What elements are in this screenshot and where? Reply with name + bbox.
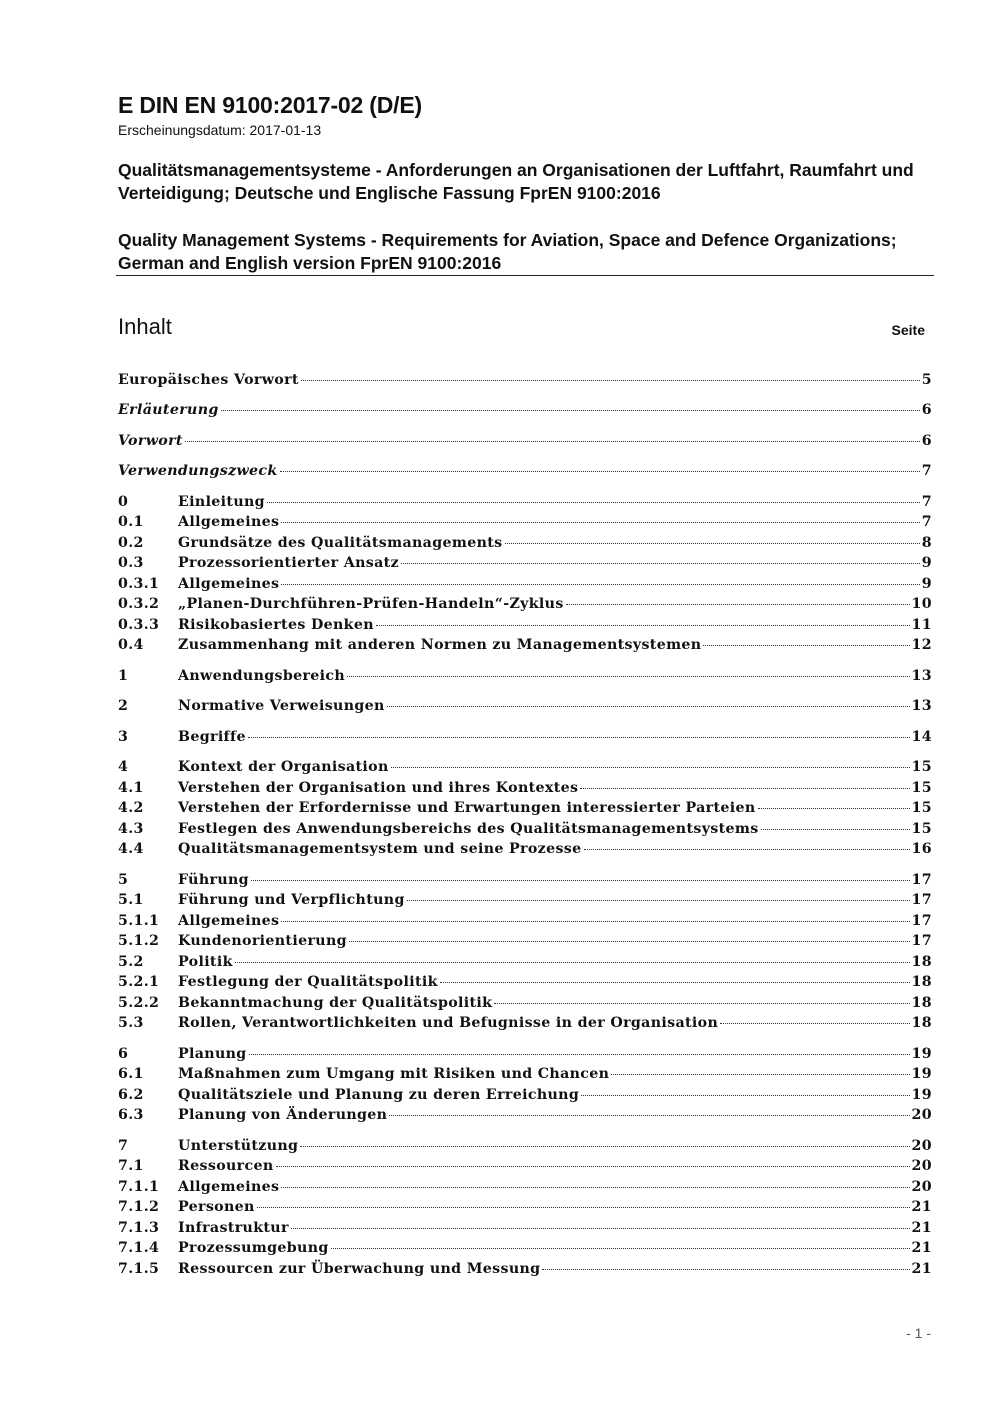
toc-entry-number: 7 (118, 1138, 129, 1154)
toc-dot-leader (257, 1207, 910, 1208)
toc-entry-number: 6.3 (118, 1107, 144, 1123)
toc-entry[interactable] (118, 892, 932, 912)
toc-entry[interactable] (118, 637, 932, 657)
toc-entry-number: 6.1 (118, 1066, 144, 1082)
toc-entry-page: 9 (921, 555, 932, 571)
toc-entry[interactable] (118, 729, 932, 749)
toc-entry-page: 17 (911, 892, 932, 908)
toc-entry-page: 18 (911, 974, 932, 990)
toc-entry-title: Risikobasiertes Denken (178, 617, 374, 633)
toc-dot-leader (376, 625, 910, 626)
toc-dot-leader (267, 502, 920, 503)
toc-entry-number: 0.3.1 (118, 576, 160, 592)
toc-dot-leader (542, 1269, 909, 1270)
toc-entry-page: 15 (911, 800, 932, 816)
toc-dot-leader (387, 706, 910, 707)
toc-dot-leader (185, 441, 920, 442)
toc-entry-number: 4 (118, 759, 129, 775)
toc-dot-leader (281, 584, 919, 585)
toc-entry[interactable] (118, 995, 932, 1015)
toc-entry-title: Allgemeines (178, 576, 280, 592)
toc-dot-leader (401, 563, 920, 564)
toc-entry-page: 8 (921, 535, 932, 551)
toc-entry-number: 4.4 (118, 841, 144, 857)
toc-entry-page: 17 (911, 933, 932, 949)
toc-entry-number: 5.2.1 (118, 974, 160, 990)
toc-dot-leader (291, 1228, 910, 1229)
toc-dot-leader (301, 380, 920, 381)
toc-entry-title: Bekanntmachung der Qualitätspolitik (178, 995, 493, 1011)
toc-entry-page: 15 (911, 780, 932, 796)
toc-dot-leader (221, 410, 920, 411)
toc-entry-number: 5 (118, 872, 129, 888)
toc-entry-page: 20 (911, 1179, 932, 1195)
toc-entry-number: 0.2 (118, 535, 144, 551)
toc-dot-leader (349, 941, 910, 942)
toc-entry-title: Infrastruktur (178, 1220, 289, 1236)
toc-entry-number: 5.1.1 (118, 913, 160, 929)
toc-entry-page: 16 (911, 841, 932, 857)
toc-entry-title: Vorwort (118, 433, 183, 449)
toc-entry[interactable] (118, 617, 932, 637)
title-german: Qualitätsmanagementsysteme - Anforderungen an Organisationen der Luftfahrt, Raumfahrt und Verteidigung; Deutsche und Englische Fassung FprEN 9100:2016 (118, 160, 914, 203)
toc-entry-number: 7.1.5 (118, 1261, 160, 1277)
publication-date: Erscheinungsdatum: 2017-01-13 (118, 122, 322, 138)
toc-dot-leader (281, 1187, 909, 1188)
toc-dot-leader (300, 1146, 909, 1147)
toc-entry-page: 18 (911, 954, 932, 970)
toc-entry-title: Verwendungszweck (118, 463, 278, 479)
toc-entry-page: 21 (911, 1261, 932, 1277)
toc-entry-page: 18 (911, 1015, 932, 1031)
toc-dot-leader (391, 767, 910, 768)
toc-dot-leader (580, 788, 909, 789)
toc-entry-number: 4.2 (118, 800, 144, 816)
toc-entry-number: 7.1.4 (118, 1240, 160, 1256)
toc-dot-leader (331, 1248, 910, 1249)
toc-entry-number: 7.1.3 (118, 1220, 160, 1236)
toc-entry-page: 20 (911, 1107, 932, 1123)
toc-dot-leader (584, 849, 910, 850)
toc-entry-number: 0.4 (118, 637, 144, 653)
toc-entry[interactable] (118, 535, 932, 555)
toc-entry-page: 14 (911, 729, 932, 745)
toc-entry-page: 21 (911, 1199, 932, 1215)
toc-entry-number: 5.1 (118, 892, 144, 908)
toc-entry-title: Unterstützung (178, 1138, 299, 1154)
toc-entry-title: „Planen-Durchführen-Prüfen-Handeln“-Zyklus (178, 596, 564, 612)
toc-dot-leader (566, 604, 910, 605)
toc-entry-number: 0.3 (118, 555, 144, 571)
toc-entry[interactable] (118, 514, 932, 534)
toc-dot-leader (440, 982, 910, 983)
toc-entry-title: Grundsätze des Qualitätsmanagements (178, 535, 503, 551)
toc-entry-page: 19 (911, 1046, 932, 1062)
toc-entry-page: 17 (911, 913, 932, 929)
toc-entry[interactable] (118, 821, 932, 841)
toc-entry[interactable] (118, 668, 932, 688)
toc-entry-title: Führung (178, 872, 249, 888)
toc-entry-title: Rollen, Verantwortlichkeiten und Befugnisse in der Organisation (178, 1015, 719, 1031)
toc-entry[interactable] (118, 402, 932, 422)
toc-entry[interactable] (118, 494, 932, 514)
toc-entry-page: 10 (911, 596, 932, 612)
toc-entry[interactable] (118, 1199, 932, 1219)
toc-entry-page: 13 (911, 698, 932, 714)
toc-entry[interactable] (118, 759, 932, 779)
toc-entry[interactable] (118, 841, 932, 861)
toc-entry-title: Führung und Verpflichtung (178, 892, 405, 908)
toc-entry[interactable] (118, 1138, 932, 1158)
toc-entry-number: 7.1.1 (118, 1179, 160, 1195)
page-number: - 1 - (906, 1325, 931, 1341)
toc-entry[interactable] (118, 913, 932, 933)
toc-dot-leader (389, 1115, 909, 1116)
toc-dot-leader (407, 900, 910, 901)
toc-entry-number: 0.3.3 (118, 617, 160, 633)
toc-dot-leader (758, 808, 910, 809)
toc-entry-title: Allgemeines (178, 514, 280, 530)
toc-entry-number: 0.1 (118, 514, 144, 530)
document-id: E DIN EN 9100:2017-02 (D/E) (118, 92, 422, 118)
toc-entry-title: Allgemeines (178, 1179, 280, 1195)
toc-entry-title: Zusammenhang mit anderen Normen zu Managementsystemen (178, 637, 702, 653)
toc-dot-leader (281, 522, 919, 523)
toc-entry-page: 12 (911, 637, 932, 653)
toc-entry-title: Prozessumgebung (178, 1240, 329, 1256)
toc-entry-page: 11 (911, 617, 932, 633)
toc-entry[interactable] (118, 1220, 932, 1240)
toc-entry[interactable] (118, 1046, 932, 1066)
toc-entry-title: Allgemeines (178, 913, 280, 929)
toc-entry-page: 19 (911, 1066, 932, 1082)
toc-entry-number: 3 (118, 729, 129, 745)
toc-entry-page: 21 (911, 1240, 932, 1256)
toc-entry-title: Verstehen der Organisation und ihres Kontextes (178, 780, 579, 796)
toc-entry[interactable] (118, 780, 932, 800)
toc-entry-title: Prozessorientierter Ansatz (178, 555, 399, 571)
toc-entry-title: Planung von Änderungen (178, 1107, 388, 1123)
toc-entry[interactable] (118, 372, 932, 392)
toc-entry-title: Qualitätsmanagementsystem und seine Prozesse (178, 841, 582, 857)
toc-entry-number: 4.1 (118, 780, 144, 796)
toc-entry-title: Planung (178, 1046, 247, 1062)
toc-entry-page: 20 (911, 1138, 932, 1154)
toc-entry-title: Personen (178, 1199, 255, 1215)
toc-dot-leader (280, 471, 920, 472)
toc-page-label: Seite (891, 322, 925, 338)
toc-entry[interactable] (118, 463, 932, 483)
toc-entry[interactable] (118, 576, 932, 596)
toc-entry-title: Maßnahmen zum Umgang mit Risiken und Chancen (178, 1066, 610, 1082)
toc-entry-page: 6 (921, 402, 932, 418)
toc-entry-title: Erläuterung (118, 402, 219, 418)
toc-dot-leader (235, 962, 910, 963)
toc-entry[interactable] (118, 872, 932, 892)
toc-dot-leader (611, 1074, 909, 1075)
toc-entry-page: 15 (911, 821, 932, 837)
toc-entry-page: 19 (911, 1087, 932, 1103)
header-divider (116, 275, 934, 276)
toc-dot-leader (703, 645, 909, 646)
toc-entry-page: 9 (921, 576, 932, 592)
toc-entry-title: Ressourcen (178, 1158, 274, 1174)
toc-entry-page: 17 (911, 872, 932, 888)
title-english: Quality Management Systems - Requirements for Aviation, Space and Defence Organizations; German and English version FprEN 9100:2016 (118, 230, 897, 273)
toc-entry[interactable] (118, 933, 932, 953)
toc-entry-title: Einleitung (178, 494, 265, 510)
toc-entry-page: 7 (921, 514, 932, 530)
toc-entry[interactable] (118, 698, 932, 718)
toc-entry-number: 0.3.2 (118, 596, 160, 612)
toc-heading: Inhalt (118, 314, 172, 339)
toc-entry-page: 13 (911, 668, 932, 684)
toc-entry-title: Anwendungsbereich (178, 668, 346, 684)
toc-dot-leader (720, 1023, 909, 1024)
toc-entry[interactable] (118, 1015, 932, 1035)
toc-entry-page: 20 (911, 1158, 932, 1174)
toc-entry-title: Verstehen der Erfordernisse und Erwartungen interessierter Parteien (178, 800, 756, 816)
toc-entry-number: 0 (118, 494, 129, 510)
toc-entry-number: 5.3 (118, 1015, 144, 1031)
toc-entry-title: Ressourcen zur Überwachung und Messung (178, 1261, 541, 1277)
toc-entry-title: Qualitätsziele und Planung zu deren Erreichung (178, 1087, 580, 1103)
toc-entry-page: 6 (921, 433, 932, 449)
toc-entry[interactable] (118, 1179, 932, 1199)
toc-entry-page: 15 (911, 759, 932, 775)
toc-dot-leader (494, 1003, 909, 1004)
toc-entry-title: Kundenorientierung (178, 933, 347, 949)
toc-entry-number: 6.2 (118, 1087, 144, 1103)
toc-entry-title: Kontext der Organisation (178, 759, 389, 775)
toc-entry-title: Festlegung der Qualitätspolitik (178, 974, 438, 990)
toc-entry[interactable] (118, 1261, 932, 1281)
toc-dot-leader (581, 1095, 909, 1096)
toc-entry[interactable] (118, 1107, 932, 1127)
toc-entry-number: 1 (118, 668, 129, 684)
toc-entry-page: 18 (911, 995, 932, 1011)
toc-entry-title: Europäisches Vorwort (118, 372, 299, 388)
toc-entry[interactable] (118, 800, 932, 820)
toc-dot-leader (249, 1054, 910, 1055)
toc-entry-number: 5.1.2 (118, 933, 160, 949)
toc-dot-leader (281, 921, 909, 922)
toc-dot-leader (276, 1166, 910, 1167)
toc-entry[interactable] (118, 596, 932, 616)
toc-entry-number: 5.2.2 (118, 995, 160, 1011)
toc-entry-page: 5 (921, 372, 932, 388)
toc-entry[interactable] (118, 1087, 932, 1107)
toc-entry-title: Begriffe (178, 729, 246, 745)
toc-entry-title: Normative Verweisungen (178, 698, 385, 714)
toc-dot-leader (347, 676, 909, 677)
toc-entry-page: 7 (921, 463, 932, 479)
toc-dot-leader (248, 737, 910, 738)
toc-dot-leader (251, 880, 910, 881)
toc-entry[interactable] (118, 1240, 932, 1260)
toc-entry[interactable] (118, 1066, 932, 1086)
toc-entry-page: 21 (911, 1220, 932, 1236)
toc-entry-page: 7 (921, 494, 932, 510)
toc-entry-number: 5.2 (118, 954, 144, 970)
toc-dot-leader (505, 543, 920, 544)
toc-entry[interactable] (118, 1158, 932, 1178)
toc-entry-number: 6 (118, 1046, 129, 1062)
toc-entry[interactable] (118, 954, 932, 974)
toc-dot-leader (761, 829, 910, 830)
toc-entry-number: 7.1 (118, 1158, 144, 1174)
toc-entry[interactable] (118, 433, 932, 453)
toc-entry-title: Festlegen des Anwendungsbereichs des Qualitätsmanagementsystems (178, 821, 759, 837)
toc-entry[interactable] (118, 974, 932, 994)
toc-entry[interactable] (118, 555, 932, 575)
toc-entry-title: Politik (178, 954, 233, 970)
toc-entry-number: 4.3 (118, 821, 144, 837)
toc-entry-number: 7.1.2 (118, 1199, 160, 1215)
toc-entry-number: 2 (118, 698, 129, 714)
